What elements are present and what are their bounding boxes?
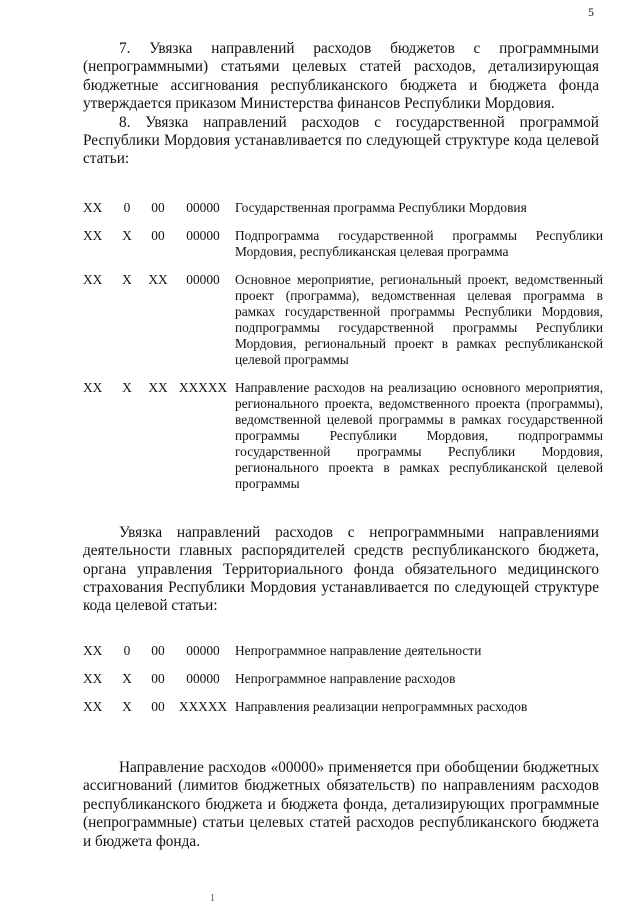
program-code-table	[83, 200, 603, 504]
page-number: 5	[588, 5, 594, 19]
nonprogram-intro-paragraph: Увязка направлений расходов с непрограммными направлениями деятельности главных распорядителей средств республиканского бюджета, органа управления Территориального фонда обязательного медицинского страхования Республики Мордовия устанавливается по следующей структуре кода целевой статьи:	[83, 523, 599, 615]
code-segment: ХХ	[148, 379, 168, 395]
table-row	[83, 643, 603, 671]
code-segment: 00000	[186, 642, 220, 658]
code-description: Направление расходов на реализацию основного мероприятия, регионального проекта, ведомственного проекта (программы), ведомственной целевой программы в рамках государственной программы Республики Мордовия, подпрограммы государственной программы Республики Мордовия, регионального проекта в рамках республиканской целевой программы	[235, 379, 603, 491]
code-segment: ХХ	[83, 379, 103, 395]
code-description: Подпрограмма государственной программы Республики Мордовия, республиканская целевая программа	[235, 227, 603, 259]
code-segment: ХХ	[83, 199, 103, 215]
table-row	[83, 671, 603, 699]
code-segment: 0	[123, 642, 131, 658]
code-segment: Х	[122, 271, 132, 287]
section-7-paragraph: 7. Увязка направлений расходов бюджетов с программными (непрограммными) статьями целевых статей расходов, детализирующая бюджетные ассигнования республиканского бюджета и бюджета фонда утверждается приказом Министерства финансов Республики Мордовия.	[83, 40, 599, 113]
code-segment: ХХ	[83, 670, 103, 686]
code-segment: 00000	[186, 670, 220, 686]
code-description: Непрограммное направление деятельности	[235, 642, 482, 658]
code-description: Непрограммное направление расходов	[235, 670, 456, 686]
code-segment: 00	[151, 642, 165, 658]
table-row	[83, 699, 603, 727]
code-segment: 00	[151, 670, 165, 686]
code-segment: Х	[122, 379, 132, 395]
table-row	[83, 272, 603, 380]
code-segment: ХХХХХ	[178, 698, 228, 714]
code-segment: ХХХХХ	[178, 379, 228, 395]
code-segment: ХХ	[83, 642, 103, 658]
code-description: Направления реализации непрограммных расходов	[235, 698, 528, 714]
code-segment: 00	[151, 698, 165, 714]
code-segment: Х	[122, 670, 132, 686]
code-description: Государственная программа Республики Мордовия	[235, 199, 527, 215]
code-segment: ХХ	[83, 227, 103, 243]
section-8-paragraph: 8. Увязка направлений расходов с государственной программой Республики Мордовия устанавливается по следующей структуре кода целевой статьи:	[83, 113, 599, 168]
nonprogram-code-table	[83, 643, 603, 727]
table-row	[83, 200, 603, 228]
table-row	[83, 380, 603, 504]
code-segment: ХХ	[148, 271, 168, 287]
table-row	[83, 228, 603, 272]
code-segment: ХХ	[83, 271, 103, 287]
closing-paragraph: Направление расходов «00000» применяется при обобщении бюджетных ассигнований (лимитов бюджетных обязательств) по направлениям расходов республиканского бюджета и бюджета фонда, детализирующих программные (непрограммные) статьи целевых статей расходов республиканского бюджета и бюджета фонда.	[83, 758, 599, 850]
code-segment: 00	[151, 227, 165, 243]
code-segment: 00000	[186, 271, 220, 287]
bottom-mark: 1	[210, 893, 215, 904]
document-body	[83, 40, 603, 851]
code-segment: 0	[123, 199, 131, 215]
code-segment: 00000	[186, 227, 220, 243]
code-segment: Х	[122, 698, 132, 714]
code-segment: 00	[151, 199, 165, 215]
code-segment: Х	[122, 227, 132, 243]
code-description: Основное мероприятие, региональный проект, ведомственный проект (программа), ведомственная целевая программа в рамках государственной программы Республики Мордовия, подпрограммы государственной программы Республики Мордовия, региональный проект в рамках республиканской целевой программы	[235, 271, 603, 367]
code-segment: 00000	[186, 199, 220, 215]
code-segment: ХХ	[83, 698, 103, 714]
